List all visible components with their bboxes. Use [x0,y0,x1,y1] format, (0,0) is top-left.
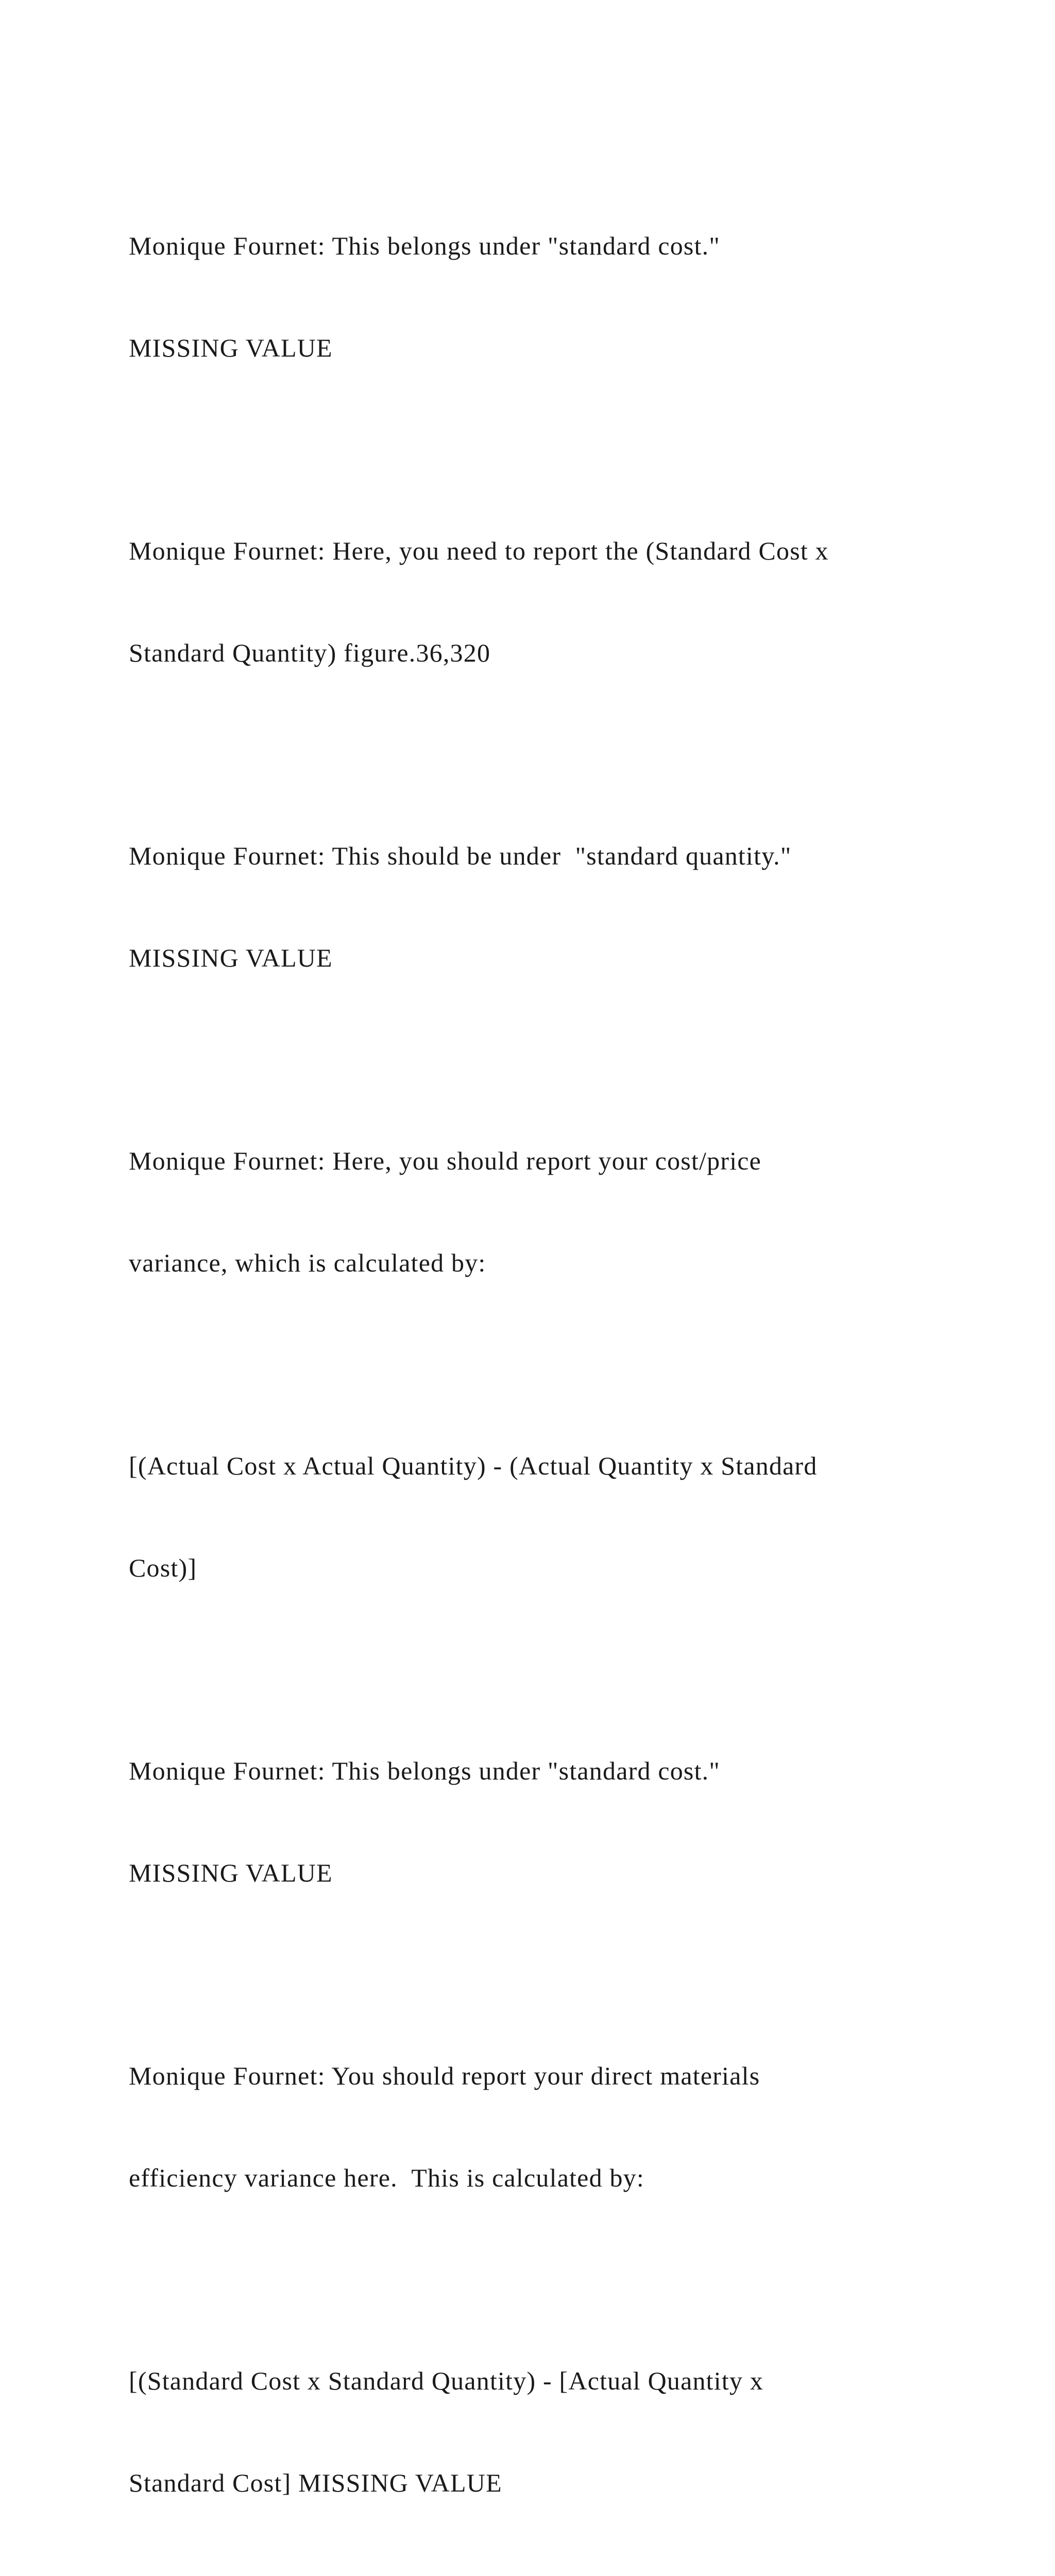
text-line: [(Actual Cost x Actual Quantity) - (Actual Quantity x Standard [129,1451,818,1480]
text-line: Cost)] [129,1553,197,1582]
text-line: [(Standard Cost x Standard Quantity) - [Actual Quantity x [129,2366,764,2395]
text-line: Monique Fournet: Here, you need to report the (Standard Cost x [129,536,829,565]
text-line: MISSING VALUE [129,1858,333,1887]
comment-paragraph [129,771,932,1043]
comment-paragraph [129,161,932,433]
text-line: Monique Fournet: Here, you should report your cost/price [129,1146,762,1175]
comment-paragraph [129,1991,932,2263]
comment-list [129,161,932,2576]
comment-paragraph [129,1686,932,1958]
text-line: efficiency variance here. This is calculated by: [129,2163,644,2192]
comment-paragraph [129,466,932,738]
comment-paragraph [129,1076,932,1348]
text-line: Monique Fournet: This belongs under "standard cost." [129,1756,720,1785]
text-line: Standard Cost] MISSING VALUE [129,2468,502,2497]
text-line: Standard Quantity) figure.36,320 [129,638,491,667]
text-line: Monique Fournet: You should report your direct materials [129,2061,760,2090]
formula-paragraph [129,2296,932,2568]
text-line: MISSING VALUE [129,943,333,972]
text-line: Monique Fournet: This belongs under "standard cost." [129,231,720,260]
text-line: Monique Fournet: This should be under "standard quantity." [129,841,792,870]
formula-paragraph [129,1381,932,1653]
text-line: variance, which is calculated by: [129,1248,486,1277]
text-line: MISSING VALUE [129,333,333,362]
